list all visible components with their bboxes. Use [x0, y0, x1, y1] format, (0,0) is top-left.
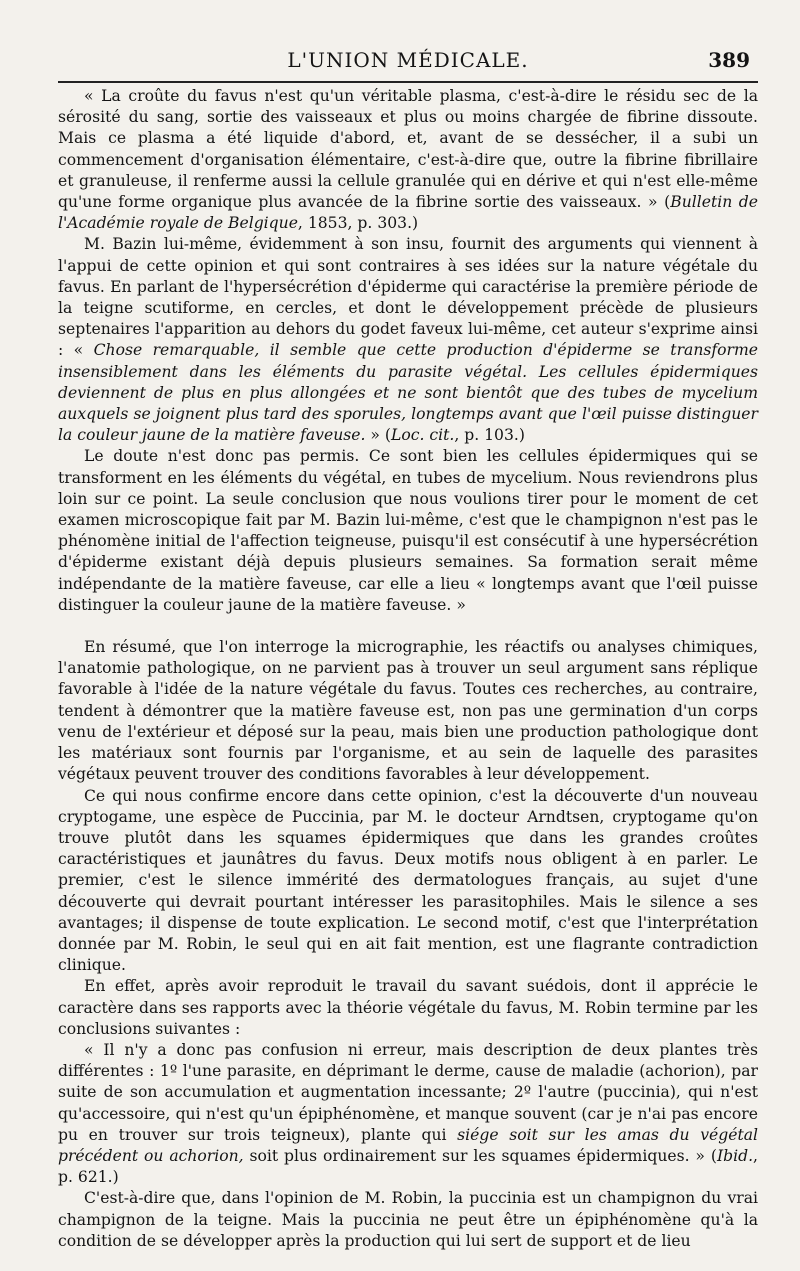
- paragraph: [58, 1188, 758, 1252]
- italic-text: Loc. cit.: [390, 426, 455, 445]
- page-header: [58, 0, 758, 86]
- paragraph-text: « Il n'y a donc pas confusion ni erreur, mais description de deux plantes très différentes : 1º l'une parasite, en déprimant le derme, cause de maladie (achorion), par suite de son accumulation et augmentation incessante; 2º l'autre (puccinia), qui n'est qu'accessoire, qui n'est qu'un épiphénomène, et manque souvent (car je n'ai pas encore pu en trouver sur trois teigneux), plante qui: [58, 1040, 758, 1144]
- italic-text: Ibid.: [716, 1146, 754, 1165]
- paragraph-text: , 1853, p. 303.): [297, 214, 419, 233]
- italic-text: Chose remarquable, il semble que cette production d'épiderme se transforme insensiblement dans les éléments du parasite végétal. Les cellules épidermiques deviennent de plus en plus allongées et ne sont bientôt que des tubes de mycelium auxquels se joignent plus tard des sporules, longtemps avant que l'œil puisse distinguer la couleur jaune de la matière faveuse.: [58, 341, 759, 445]
- paragraph: [58, 446, 758, 616]
- paragraph-text: M. Bazin lui-même, évidemment à son insu, fournit des arguments qui viennent à l'appui de cette opinion et qui sont contraires à ses idées sur la nature végétale du favus. En parlant de l'hypersécrétion d'épiderme qui caractérise la première période de la teigne scutiforme, en cercles, et dont le développement précède de plusieurs septenaires l'apparition au dehors du godet faveux lui-même, cet auteur s'exprime ainsi : «: [58, 235, 758, 360]
- paragraph-text: En effet, après avoir reproduit le travail du savant suédois, dont il apprécie le caractère dans ses rapports avec la théorie végétale du favus, M. Robin termine par les conclusions suivantes :: [58, 977, 758, 1038]
- paragraph: [58, 86, 758, 234]
- paragraph-text: » (: [365, 426, 391, 445]
- paragraph-text: , p. 103.): [454, 426, 525, 445]
- paragraph-text: , p. 621.): [58, 1146, 758, 1187]
- paragraph: [58, 637, 758, 785]
- paragraph-text: soit plus ordinairement sur les squames épidermiques. » (: [243, 1146, 717, 1165]
- italic-text: Bulletin de l'Académie royale de Belgique: [58, 193, 759, 233]
- paragraph: [58, 976, 758, 1040]
- paragraph-text: « La croûte du favus n'est qu'un véritable plasma, c'est-à-dire le résidu sec de la sérosité du sang, sortie des vaisseaux et plus ou moins chargée de fibrine dissoute. Mais ce plasma a été liquide d'abord, et, avant de se dessécher, il a subi un commencement d'organisation élémentaire, c'est-à-dire que, outre la fibrine fibrillaire et granuleuse, il renferme aussi la cellule granulée qui en dérive et qui n'est elle-même qu'une forme organique plus avancée de la fibrine sortie des vaisseaux. » (: [58, 87, 758, 212]
- paragraph: [58, 786, 758, 977]
- paragraph-text: En résumé, que l'on interroge la micrographie, les réactifs ou analyses chimiques, l'anatomie pathologique, on ne parvient pas à trouver un seul argument sans réplique favorable à l'idée de la nature végétale du favus. Toutes ces recherches, au contraire, tendent à démontrer que la matière faveuse est, non pas une germination d'un corps venu de l'extérieur et déposé sur la peau, mais bien une production pathologique dont les matériaux sont fournis par l'organisme, et au sein de laquelle des parasites végétaux peuvent trouver des conditions favorables à leur développement.: [58, 638, 758, 784]
- body-text: [58, 86, 758, 1252]
- paragraph-text: Le doute n'est donc pas permis. Ce sont bien les cellules épidermiques qui se transforment en les éléments du végétal, en tubes de mycelium. Nous reviendrons plus loin sur ce point. La seule conclusion que nous voulions tirer pour le moment de cet examen microscopique fait par M. Bazin lui-même, c'est que le champignon n'est pas le phénomène initial de l'affection teigneuse, puisqu'il est consécutif à une hypersécrétion d'épiderme existant déjà depuis plusieurs semaines. Sa formation serait même indépendante de la matière faveuse, car elle a lieu « longtemps avant que l'œil puisse distinguer la couleur jaune de la matière faveuse. »: [58, 447, 758, 614]
- paragraph-text: C'est-à-dire que, dans l'opinion de M. Robin, la puccinia est un champignon du vrai champignon de la teigne. Mais la puccinia ne peut être un épiphénomène qu'à la condition de se développer après la production qui lui sert de support et de lieu: [58, 1189, 758, 1250]
- paragraph: [58, 234, 758, 446]
- paragraph-text: Ce qui nous confirme encore dans cette opinion, c'est la découverte d'un nouveau cryptogame, une espèce de Puccinia, par M. le docteur Arndtsen, cryptogame qu'on trouve plutôt dans les squames épidermiques que dans les grandes croûtes caractéristiques et jaunâtres du favus. Deux motifs nous obligent à en parler. Le premier, c'est le silence immérité des dermatologues français, au sujet d'une découverte qui devrait pourtant intéresser les parasitophiles. Mais le silence a ses avantages; il dispense de toute explication. Le second motif, c'est que l'interprétation donnée par M. Robin, le seul qui en ait fait mention, est une flagrante contradiction clinique.: [58, 786, 758, 975]
- running-title: L'UNION MÉDICALE.: [287, 48, 529, 72]
- italic-text: siége soit sur les amas du végétal précédent ou achorion,: [58, 1125, 758, 1165]
- page-number: 389: [708, 48, 750, 72]
- paragraph: [58, 1040, 758, 1188]
- header-rule: [58, 81, 758, 83]
